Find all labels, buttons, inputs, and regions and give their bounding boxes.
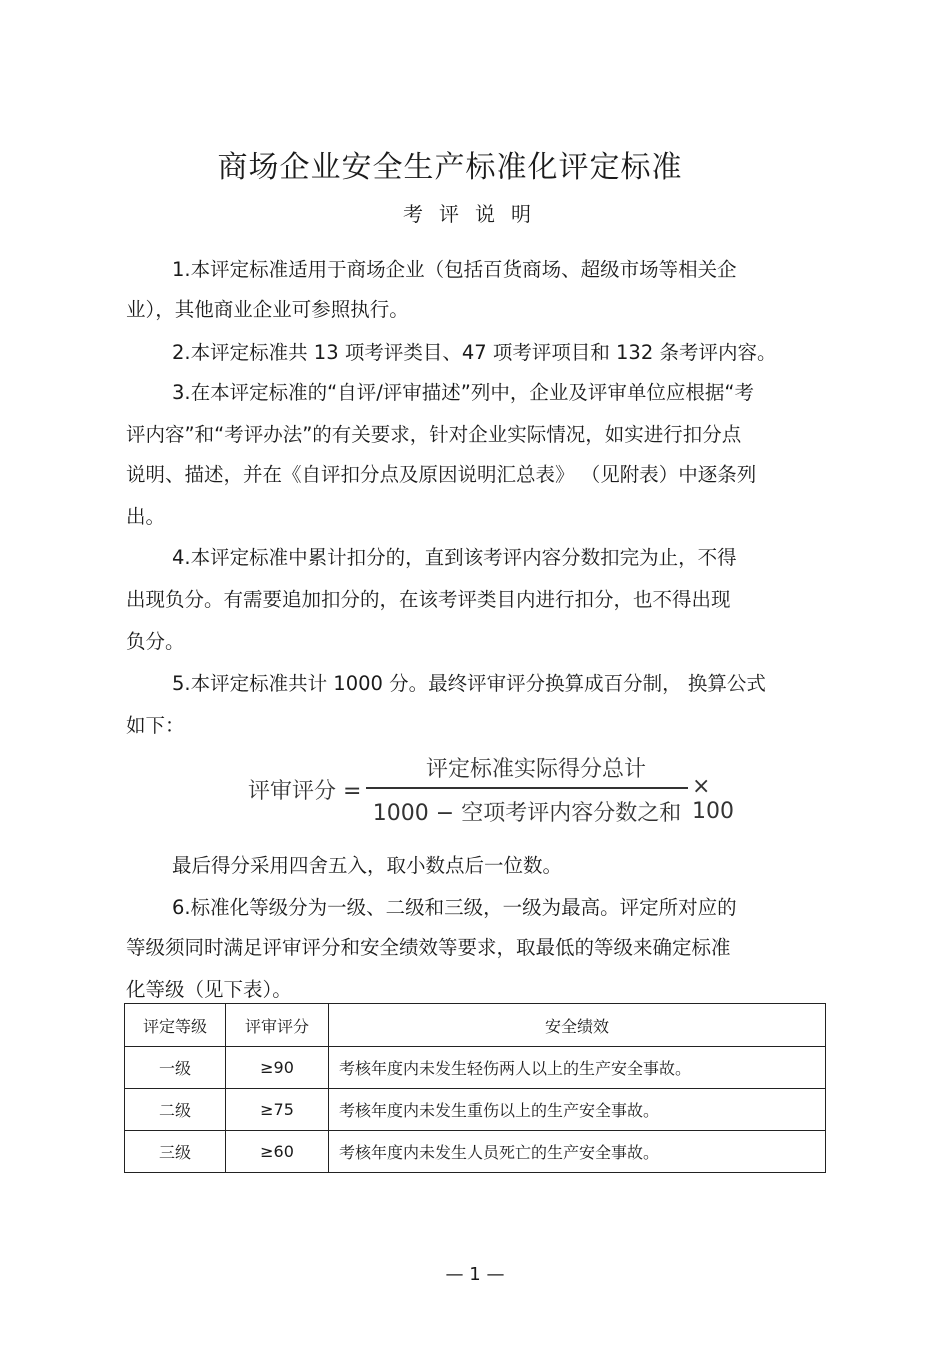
table-header: 安全绩效 (329, 1004, 826, 1047)
table-row (125, 1089, 826, 1131)
grade-table (124, 1003, 826, 1173)
paragraph-line: 等级须同时满足评审评分和安全绩效等要求，取最低的等级来确定标准 (126, 936, 731, 959)
table-cell: ≥75 (226, 1089, 329, 1131)
paragraph-line: 化等级（见下表）。 (126, 978, 292, 1001)
page-number: — 1 — (445, 1264, 505, 1285)
table-cell: 二级 (125, 1089, 226, 1131)
table-row (125, 1047, 826, 1089)
paragraph-line: 5.本评定标准共计 1000 分。最终评审评分换算成百分制， 换算公式 (172, 672, 766, 695)
table-header: 评审评分 (226, 1004, 329, 1047)
document-title: 商场企业安全生产标准化评定标准 (217, 150, 683, 185)
paragraph-line: 评内容”和“考评办法”的有关要求，针对企业实际情况，如实进行扣分点 (126, 423, 742, 446)
formula-lhs: 评审评分 = (248, 779, 362, 804)
table-header-row (125, 1004, 826, 1047)
score-formula (248, 752, 748, 832)
table-header: 评定等级 (125, 1004, 226, 1047)
table-cell: 考核年度内未发生重伤以上的生产安全事故。 (329, 1089, 826, 1131)
table-cell: 考核年度内未发生人员死亡的生产安全事故。 (329, 1131, 826, 1173)
paragraph-line: 2.本评定标准共 13 项考评类目、47 项考评项目和 132 条考评内容。 (172, 341, 777, 364)
formula-denominator: 1000 − 空项考评内容分数之和 (372, 801, 682, 826)
fraction-bar (366, 787, 688, 789)
paragraph-line: 1.本评定标准适用于商场企业（包括百货商场、超级市场等相关企 (172, 258, 737, 281)
paragraph-line: 最后得分采用四舍五入，取小数点后一位数。 (172, 854, 563, 877)
paragraph-line: 负分。 (126, 630, 185, 653)
formula-multiplier: × 100 (692, 774, 734, 824)
paragraph-line: 说明、描述，并在《自评扣分点及原因说明汇总表》 （见附表）中逐条列 (126, 463, 757, 486)
table-cell: ≥60 (226, 1131, 329, 1173)
formula-numerator: 评定标准实际得分总计 (425, 757, 646, 782)
table-cell: 三级 (125, 1131, 226, 1173)
paragraph-line: 如下： (126, 714, 185, 737)
paragraph-line: 3.在本评定标准的“自评/评审描述”列中，企业及评审单位应根据“考 (172, 381, 754, 404)
paragraph-line: 出现负分。有需要追加扣分的，在该考评类目内进行扣分，也不得出现 (126, 588, 731, 611)
paragraph-line: 出。 (126, 505, 166, 528)
paragraph-line: 业），其他商业企业可参照执行。 (126, 298, 409, 321)
table-cell: 考核年度内未发生轻伤两人以上的生产安全事故。 (329, 1047, 826, 1089)
table-cell: 一级 (125, 1047, 226, 1089)
section-subtitle: 考评说明 (403, 202, 547, 226)
paragraph-line: 6.标准化等级分为一级、二级和三级，一级为最高。评定所对应的 (172, 896, 737, 919)
paragraph-line: 4.本评定标准中累计扣分的，直到该考评内容分数扣完为止，不得 (172, 546, 737, 569)
table-row (125, 1131, 826, 1173)
table-cell: ≥90 (226, 1047, 329, 1089)
